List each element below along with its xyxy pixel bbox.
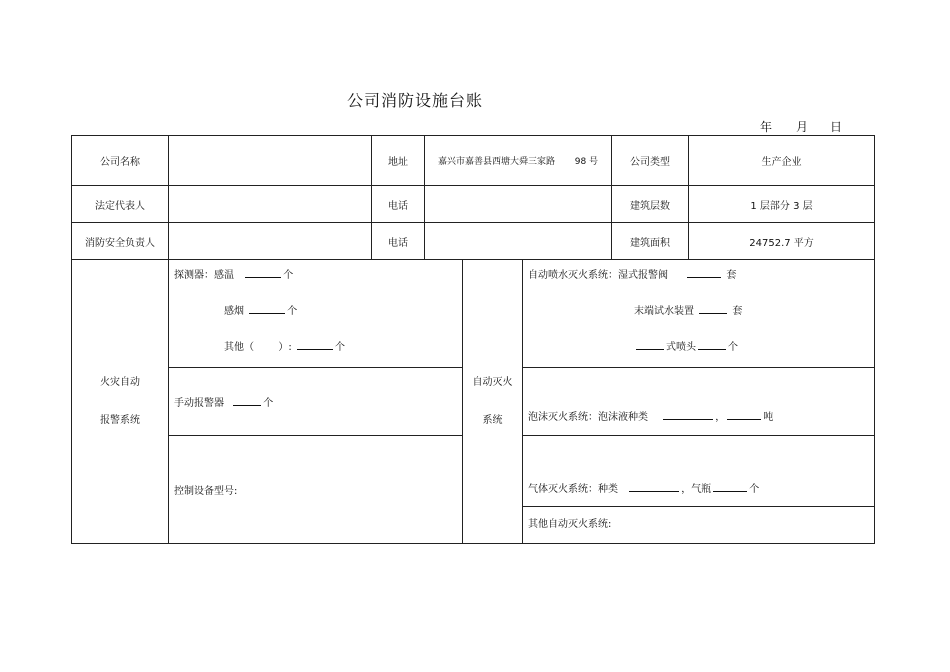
phone-label: 电话 [372, 186, 425, 223]
control-model-label[interactable]: 控制设备型号: [174, 486, 238, 497]
detector-heat-label: 探测器：感温 [174, 270, 234, 281]
page-title: 公司消防设施台账 [346, 91, 483, 110]
legal-rep-field[interactable] [169, 186, 372, 223]
company-type-label: 公司类型 [612, 136, 689, 186]
phone-field-2[interactable] [425, 223, 612, 260]
foam-amount-blank[interactable] [727, 409, 761, 420]
address-field[interactable] [425, 136, 612, 186]
gas-label: 气体灭火系统：种类 [528, 484, 618, 495]
alarm-valve-unit: 套 [726, 270, 737, 281]
company-name-field[interactable] [169, 136, 372, 186]
heat-unit: 个 [283, 270, 294, 281]
address-value-street: 嘉兴市嘉善县西塘大舜三家路 [437, 157, 555, 167]
safety-officer-label: 消防安全负责人 [72, 223, 169, 260]
foam-type-blank[interactable] [663, 409, 713, 420]
detector-other-close: ）: [278, 342, 292, 353]
end-test-blank[interactable] [699, 303, 727, 314]
company-name-label: 公司名称 [72, 136, 169, 186]
detector-other-label: 其他（ [224, 342, 254, 353]
extinguish-label-line1: 自动灭火 [472, 376, 513, 388]
smoke-count-blank[interactable] [249, 303, 285, 314]
gas-other-cell [523, 436, 875, 544]
foam-cell [523, 368, 875, 436]
safety-officer-field[interactable] [169, 223, 372, 260]
other-unit: 个 [334, 342, 345, 353]
end-test-label: 末端试水装置 [634, 306, 694, 317]
smoke-unit: 个 [287, 306, 298, 317]
nozzle-count-blank[interactable] [698, 339, 726, 350]
foam-unit: 吨 [763, 412, 774, 423]
date-year: 年 [760, 120, 773, 134]
heat-count-blank[interactable] [245, 267, 281, 278]
area-label: 建筑面积 [612, 223, 689, 260]
gas-type-blank[interactable] [629, 481, 679, 492]
manual-alarm-unit: 个 [263, 398, 274, 409]
address-value-number: 98 号 [574, 157, 599, 167]
phone-label-2: 电话 [372, 223, 425, 260]
extinguish-label-line2: 系统 [482, 414, 503, 426]
detector-smoke-label: 感烟 [224, 306, 244, 317]
alarm-label-line2: 报警系统 [100, 414, 140, 426]
manual-alarm-blank[interactable] [233, 395, 261, 406]
gas-row [523, 436, 874, 507]
address-label: 地址 [372, 136, 425, 186]
legal-rep-label: 法定代表人 [72, 186, 169, 223]
gas-bottle-label: ，气瓶 [681, 484, 712, 495]
sprinkler-label: 自动喷水灭火系统：湿式报警阀 [528, 270, 668, 281]
foam-label: 泡沫灭火系统：泡沫液种类 [528, 412, 648, 423]
end-test-unit: 套 [732, 306, 743, 317]
alarm-label-line1: 火灾自动 [100, 376, 140, 388]
fire-facility-table [71, 135, 875, 544]
manual-alarm-cell [169, 368, 463, 436]
foam-comma: ， [715, 412, 726, 423]
gas-unit: 个 [749, 484, 760, 495]
nozzle-type-label: 式喷头 [666, 342, 696, 353]
detector-cell [169, 260, 463, 368]
phone-field[interactable] [425, 186, 612, 223]
alarm-valve-blank[interactable] [687, 267, 721, 278]
nozzle-type-blank[interactable] [636, 339, 664, 350]
area-value[interactable]: 24752.7 平方 [689, 223, 875, 260]
gas-bottle-blank[interactable] [713, 481, 747, 492]
floors-value[interactable]: 1 层部分 3 层 [689, 186, 875, 223]
date-month: 月 [796, 120, 809, 134]
date-day: 日 [830, 120, 843, 134]
floors-label: 建筑层数 [612, 186, 689, 223]
sprinkler-cell [523, 260, 875, 368]
nozzle-unit: 个 [728, 342, 738, 353]
auto-extinguish-label [463, 260, 523, 544]
control-model-cell [169, 436, 463, 544]
company-type-value[interactable]: 生产企业 [689, 136, 875, 186]
other-extinguish-row [523, 507, 874, 543]
other-count-blank[interactable] [297, 339, 333, 350]
other-extinguish-label[interactable]: 其他自动灭火系统: [528, 519, 612, 530]
alarm-system-label [72, 260, 169, 544]
manual-alarm-label: 手动报警器 [174, 398, 224, 409]
